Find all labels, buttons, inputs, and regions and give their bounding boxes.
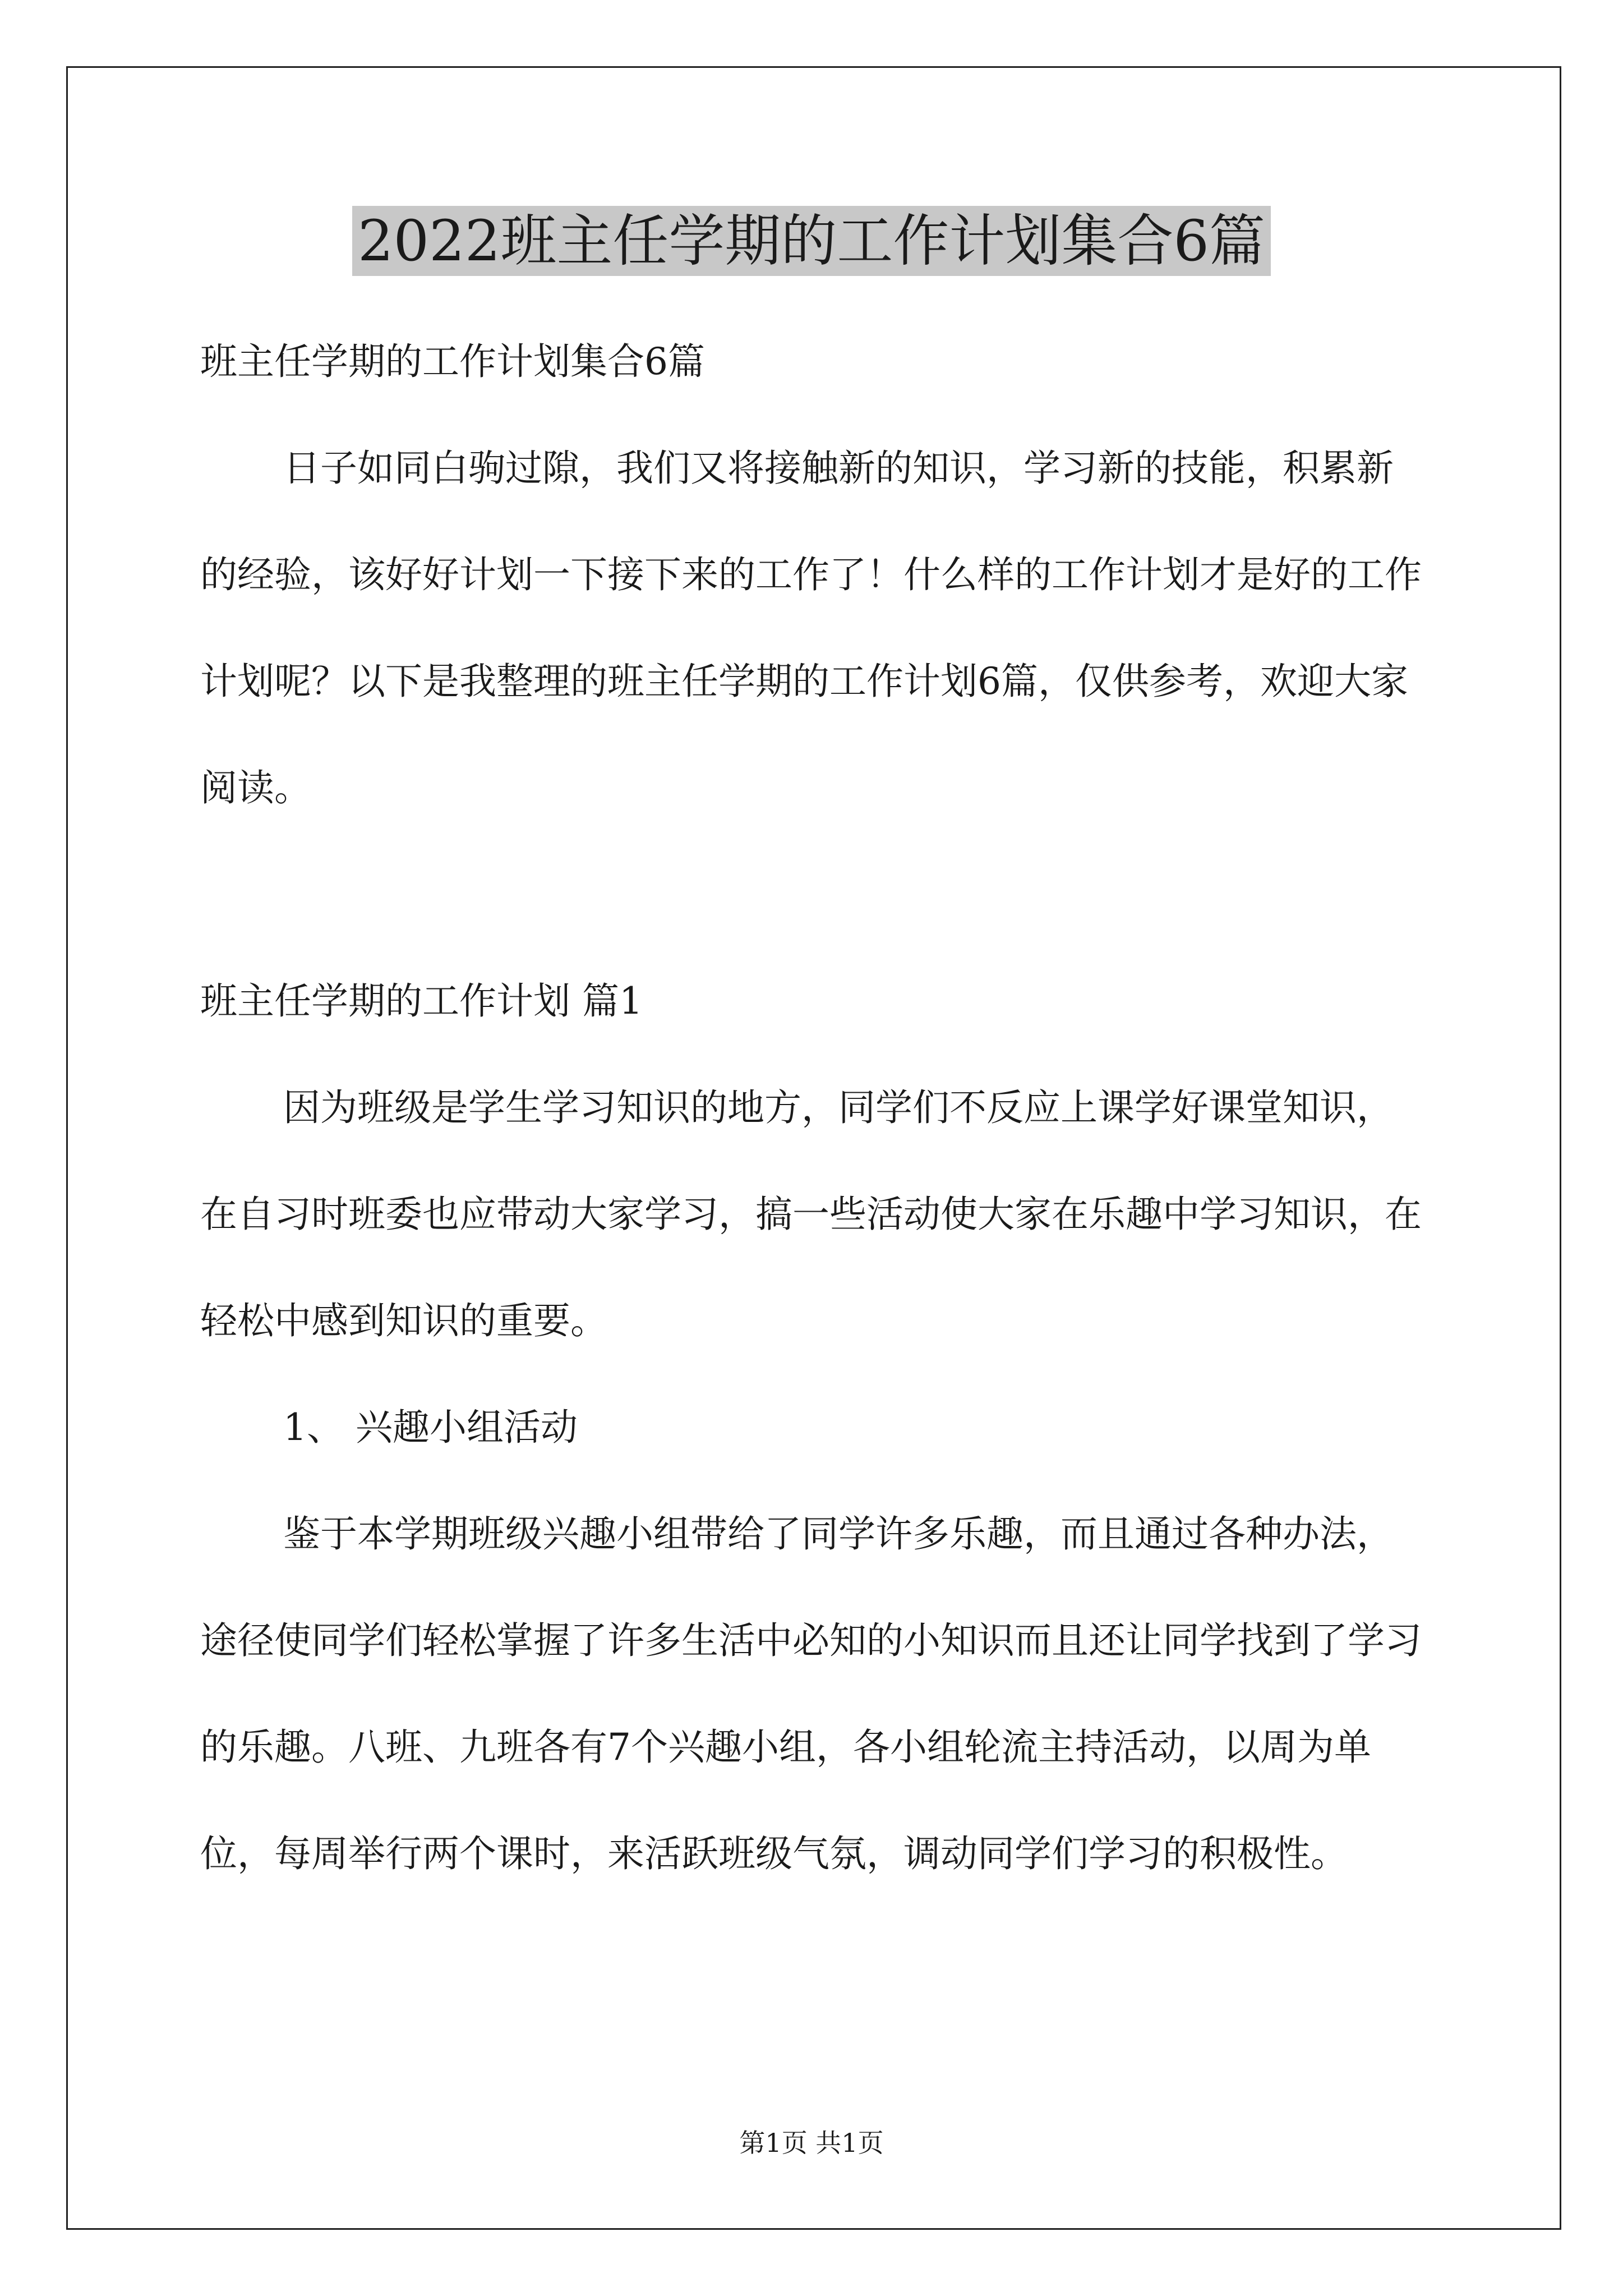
body-paragraph-2: 鉴于本学期班级兴趣小组带给了同学许多乐趣，而且通过各种办法，途径使同学们轻松掌握了许多生活中必知的小知识而且还让同学找到了学习的乐趣。八班、九班各有7个兴趣小组，各小组轮流主持活动，以周为单位，每周举行两个课时，来活跃班级气氛，调动同学们学习的积极性。	[200, 1512, 1422, 1875]
document-title	[0, 202, 1623, 280]
document-subtitle: 班主任学期的工作计划集合6篇	[200, 340, 705, 383]
intro-paragraph: 日子如同白驹过隙，我们又将接触新的知识，学习新的技能，积累新的经验，该好好计划一下接下来的工作了！什么样的工作计划才是好的工作计划呢？以下是我整理的班主任学期的工作计划6篇，仅供参考，欢迎大家阅读。	[200, 447, 1422, 809]
document-body	[200, 309, 1428, 1907]
page-footer	[0, 2126, 1623, 2160]
page-number: 第1页 共1页	[739, 2128, 884, 2158]
item-heading: 1、 兴趣小组活动	[283, 1406, 578, 1449]
document-title-text: 2022班主任学期的工作计划集合6篇	[352, 206, 1271, 276]
section-heading: 班主任学期的工作计划 篇1	[200, 979, 643, 1023]
body-paragraph-1: 因为班级是学生学习知识的地方，同学们不反应上课学好课堂知识，在自习时班委也应带动大家学习，搞一些活动使大家在乐趣中学习知识，在轻松中感到知识的重要。	[200, 1086, 1422, 1342]
